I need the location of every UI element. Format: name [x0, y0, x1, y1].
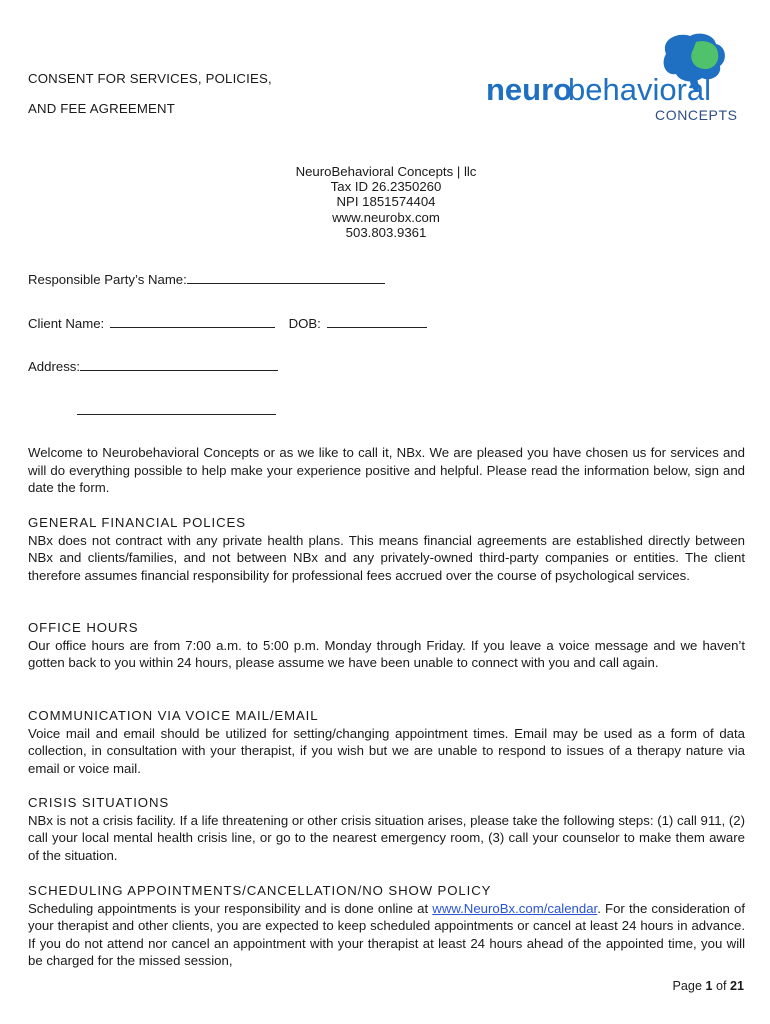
- section-body: NBx is not a crisis facility. If a life threatening or other crisis situation arises, please take the following steps: (1) call 911, (2) call your local mental health crisis line, or go to the nearest emergency room, (3) call your counselor to make them aware of the situation.: [28, 812, 745, 863]
- section-heading: CRISIS SITUATIONS: [28, 795, 170, 810]
- section-heading: SCHEDULING APPOINTMENTS/CANCELLATION/NO SHOW POLICY: [28, 883, 492, 898]
- section-body: Our office hours are from 7:00 a.m. to 5:00 p.m. Monday through Friday. If you leave a voice message and we haven’t gotten back to you within 24 hours, please assume we have been unable to connect with you and call again.: [28, 637, 745, 671]
- logo-brand-bold: neuro: [486, 72, 573, 107]
- page-number: [673, 979, 744, 993]
- section-scheduling: [28, 882, 745, 970]
- company-phone: 503.803.9361: [345, 224, 427, 240]
- responsible-party-input[interactable]: [187, 271, 385, 284]
- company-name: NeuroBehavioral Concepts | llc: [295, 164, 477, 179]
- logo-sub: CONCEPTS: [655, 107, 738, 123]
- address-input-line-1[interactable]: [80, 358, 278, 371]
- responsible-party-field: [28, 271, 385, 287]
- doc-title-line-1: CONSENT FOR SERVICES, POLICIES,: [28, 71, 272, 86]
- doc-title-line-2: AND FEE AGREEMENT: [28, 101, 176, 116]
- section-heading: GENERAL FINANCIAL POLICES: [28, 515, 246, 530]
- company-tax-id: Tax ID 26.2350260: [330, 179, 442, 195]
- dob-label: DOB:: [288, 316, 321, 331]
- page-current: 1: [705, 979, 713, 993]
- company-logo: [484, 30, 746, 126]
- address-field: [28, 358, 278, 374]
- client-name-label: Client Name:: [28, 316, 105, 331]
- section-body: [28, 900, 745, 970]
- section-heading: OFFICE HOURS: [28, 620, 139, 635]
- client-name-field: [28, 315, 427, 331]
- page-of: of: [715, 979, 727, 993]
- section-body: Voice mail and email should be utilized for setting/changing appointment times. Email may be used as a form of data collection, in consultation with your therapist, if you wish but we are unable to respond to issues of a therapy nature via email or voice mail.: [28, 725, 745, 776]
- address-label: Address:: [28, 359, 81, 374]
- scheduling-body-start: Scheduling appointments is your responsibility and is done online at: [28, 900, 433, 916]
- scheduling-body-end: . For the consideration of your therapist and other clients, you are expected to keep scheduled appointments or cancel at least 24 hours in advance. If you do not attend nor cancel an appointment with your therapist at least 24 hours ahead of the appointed time, you will be charged for the missed session,: [28, 900, 745, 969]
- intro-paragraph: [28, 444, 745, 497]
- company-website[interactable]: www.neurobx.com: [332, 209, 440, 225]
- section-financial: [28, 514, 745, 584]
- logo-brand-light: behavioral: [568, 72, 712, 107]
- company-info: [230, 164, 542, 240]
- page-label: Page: [672, 979, 702, 993]
- brain-icon: [484, 30, 746, 126]
- section-office-hours: [28, 619, 745, 672]
- client-name-input[interactable]: [110, 315, 275, 328]
- responsible-party-label: Responsible Party’s Name:: [28, 272, 187, 287]
- section-body: NBx does not contract with any private health plans. This means financial agreements are established directly between NBx and clients/families, and not between NBx and any privately-owned third-party companies or entities. The client therefore assumes financial responsibility for professional fees accrued over the course of psychological services.: [28, 532, 745, 583]
- address-input-line-2[interactable]: [77, 400, 276, 415]
- section-crisis: [28, 794, 745, 864]
- section-heading: COMMUNICATION VIA VOICE MAIL/EMAIL: [28, 708, 319, 723]
- calendar-link[interactable]: www.NeuroBx.com/calendar: [432, 900, 598, 916]
- page-total: 21: [729, 979, 744, 993]
- section-communication: [28, 707, 745, 777]
- company-npi: NPI 1851574404: [336, 194, 436, 210]
- dob-input[interactable]: [327, 315, 427, 328]
- intro-text: Welcome to Neurobehavioral Concepts or as we like to call it, NBx. We are pleased you have chosen us for services and will do everything possible to help make your experience positive and helpful. Please read the information below, sign and date the form.: [28, 445, 745, 496]
